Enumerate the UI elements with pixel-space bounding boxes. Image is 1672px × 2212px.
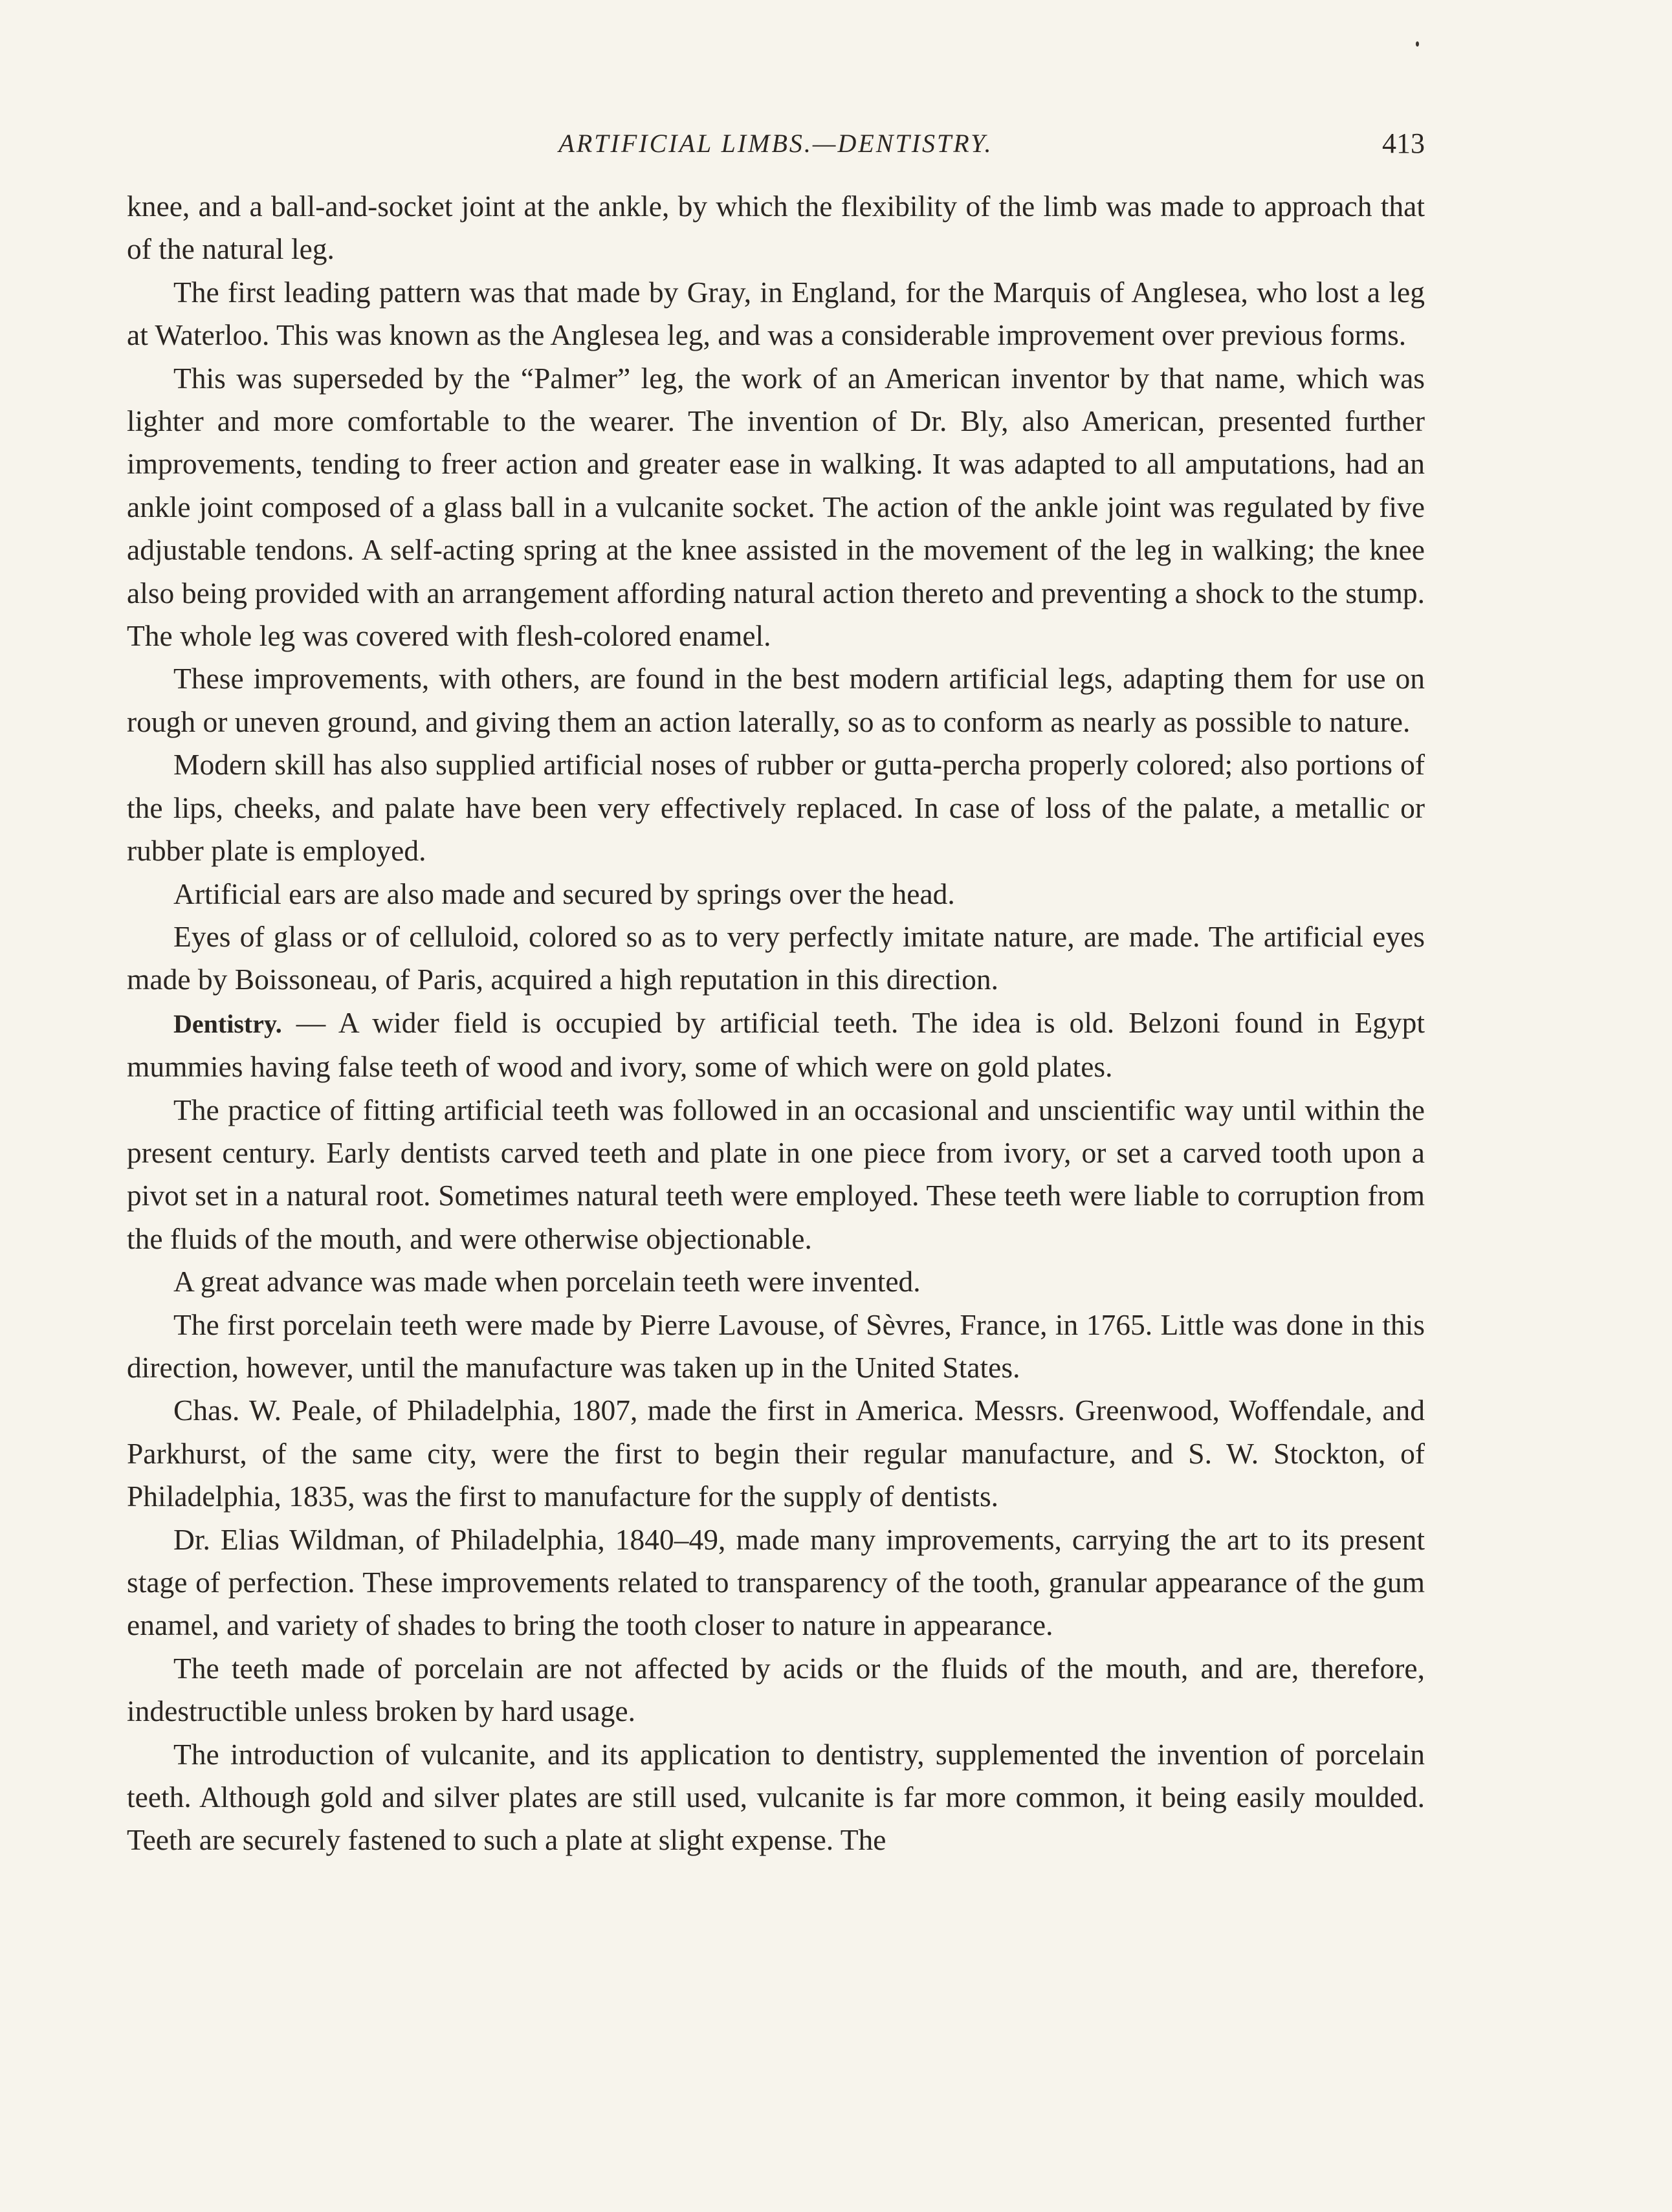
paragraph-first-porcelain: The first porcelain teeth were made by Pierre Lavouse, of Sèvres, France, in 1765. Little was done in this direction, however, until the manufacture was taken up in the United States.: [127, 1308, 1425, 1384]
section-heading-dentistry: Dentistry.: [173, 1009, 282, 1038]
paragraph-ears: Artificial ears are also made and secured by springs over the head.: [173, 877, 955, 910]
paragraph-practice: The practice of fitting artificial teeth was followed in an occasional and unscientific way until within the present century. Early dentists carved teeth and plate in one piece from ivory, or set a carved tooth upon a pivot set in a natural root. Sometimes natural teeth were employed. These teeth were liable to corruption from the fluids of the mouth, and were otherwise objectionable.: [127, 1093, 1425, 1255]
paragraph-palmer-leg: This was superseded by the “Palmer” leg, the work of an American inventor by that name, which was lighter and more comfortable to the wearer. The invention of Dr. Bly, also American, presented further improvements, tending to freer action and greater ease in walking. It was adapted to all amputations, had an ankle joint composed of a glass ball in a vulcanite socket. The action of the ankle joint was regulated by five adjustable tendons. A self-acting spring at the knee assisted in the movement of the leg in walking; the knee also being provided with an arrangement affording natural action thereto and preventing a shock to the stump. The whole leg was covered with flesh-colored enamel.: [127, 361, 1425, 653]
paragraph-wildman: Dr. Elias Wildman, of Philadelphia, 1840–49, made many improvements, carrying the art to its present stage of perfection. These improvements related to transparency of the tooth, granular appearance of the gum enamel, and variety of shades to bring the tooth closer to nature in appearance.: [127, 1522, 1425, 1642]
page-number: 413: [1382, 127, 1425, 159]
paragraph-dentistry: [127, 1002, 1425, 1089]
paragraph-peale: Chas. W. Peale, of Philadelphia, 1807, made the first in America. Messrs. Greenwood, Woffendale, and Parkhurst, of the same city, were the first to begin their regular manufacture, and S. W. Stockton, of Philadelphia, 1835, was the first to manufacture for the supply of dentists.: [127, 1394, 1425, 1513]
paragraph-vulcanite: The introduction of vulcanite, and its application to dentistry, supplemented the invention of porcelain teeth. Although gold and silver plates are still used, vulcanite is far more common, it being easily moulded. Teeth are securely fastened to such a plate at slight expense. The: [127, 1737, 1425, 1857]
running-head: [127, 116, 1425, 168]
paragraph-noses: Modern skill has also supplied artificial noses of rubber or gutta-percha properly colored; also portions of the lips, cheeks, and palate have been very effectively replaced. In case of loss of the palate, a metallic or rubber plate is employed.: [127, 748, 1425, 868]
paragraph-eyes: Eyes of glass or of celluloid, colored so as to very perfectly imitate nature, are made. The artificial eyes made by Boissoneau, of Paris, acquired a high reputation in this direction.: [127, 919, 1425, 996]
paragraph-anglesea-leg: The first leading pattern was that made by Gray, in England, for the Marquis of Anglesea, who lost a leg at Waterloo. This was known as the Anglesea leg, and was a considerable improvement over previous forms.: [127, 275, 1425, 352]
paragraph-continuation: knee, and a ball-and-socket joint at the ankle, by which the flexibility of the limb was made to approach that of the natural leg.: [127, 190, 1425, 266]
paragraph-porcelain-advance: A great advance was made when porcelain teeth were invented.: [173, 1265, 921, 1298]
paragraph-porcelain-properties: The teeth made of porcelain are not affected by acids or the fluids of the mouth, and are, therefore, indestructible unless broken by hard usage.: [127, 1651, 1425, 1728]
running-title: ARTIFICIAL LIMBS.—DENTISTRY.: [558, 129, 993, 158]
paragraph-modern-legs: These improvements, with others, are found in the best modern artificial legs, adapting them for use on rough or uneven ground, and giving them an action laterally, so as to conform as nearly as possible to nature.: [127, 662, 1425, 738]
body-text: [127, 185, 1425, 1862]
dentistry-intro-text: — A wider field is occupied by artificial teeth. The idea is old. Belzoni found in Egypt mummies having false teeth of wood and ivory, some of which were on gold plates.: [127, 1005, 1425, 1084]
ink-speck: [1416, 41, 1419, 47]
book-page: [127, 116, 1425, 1862]
